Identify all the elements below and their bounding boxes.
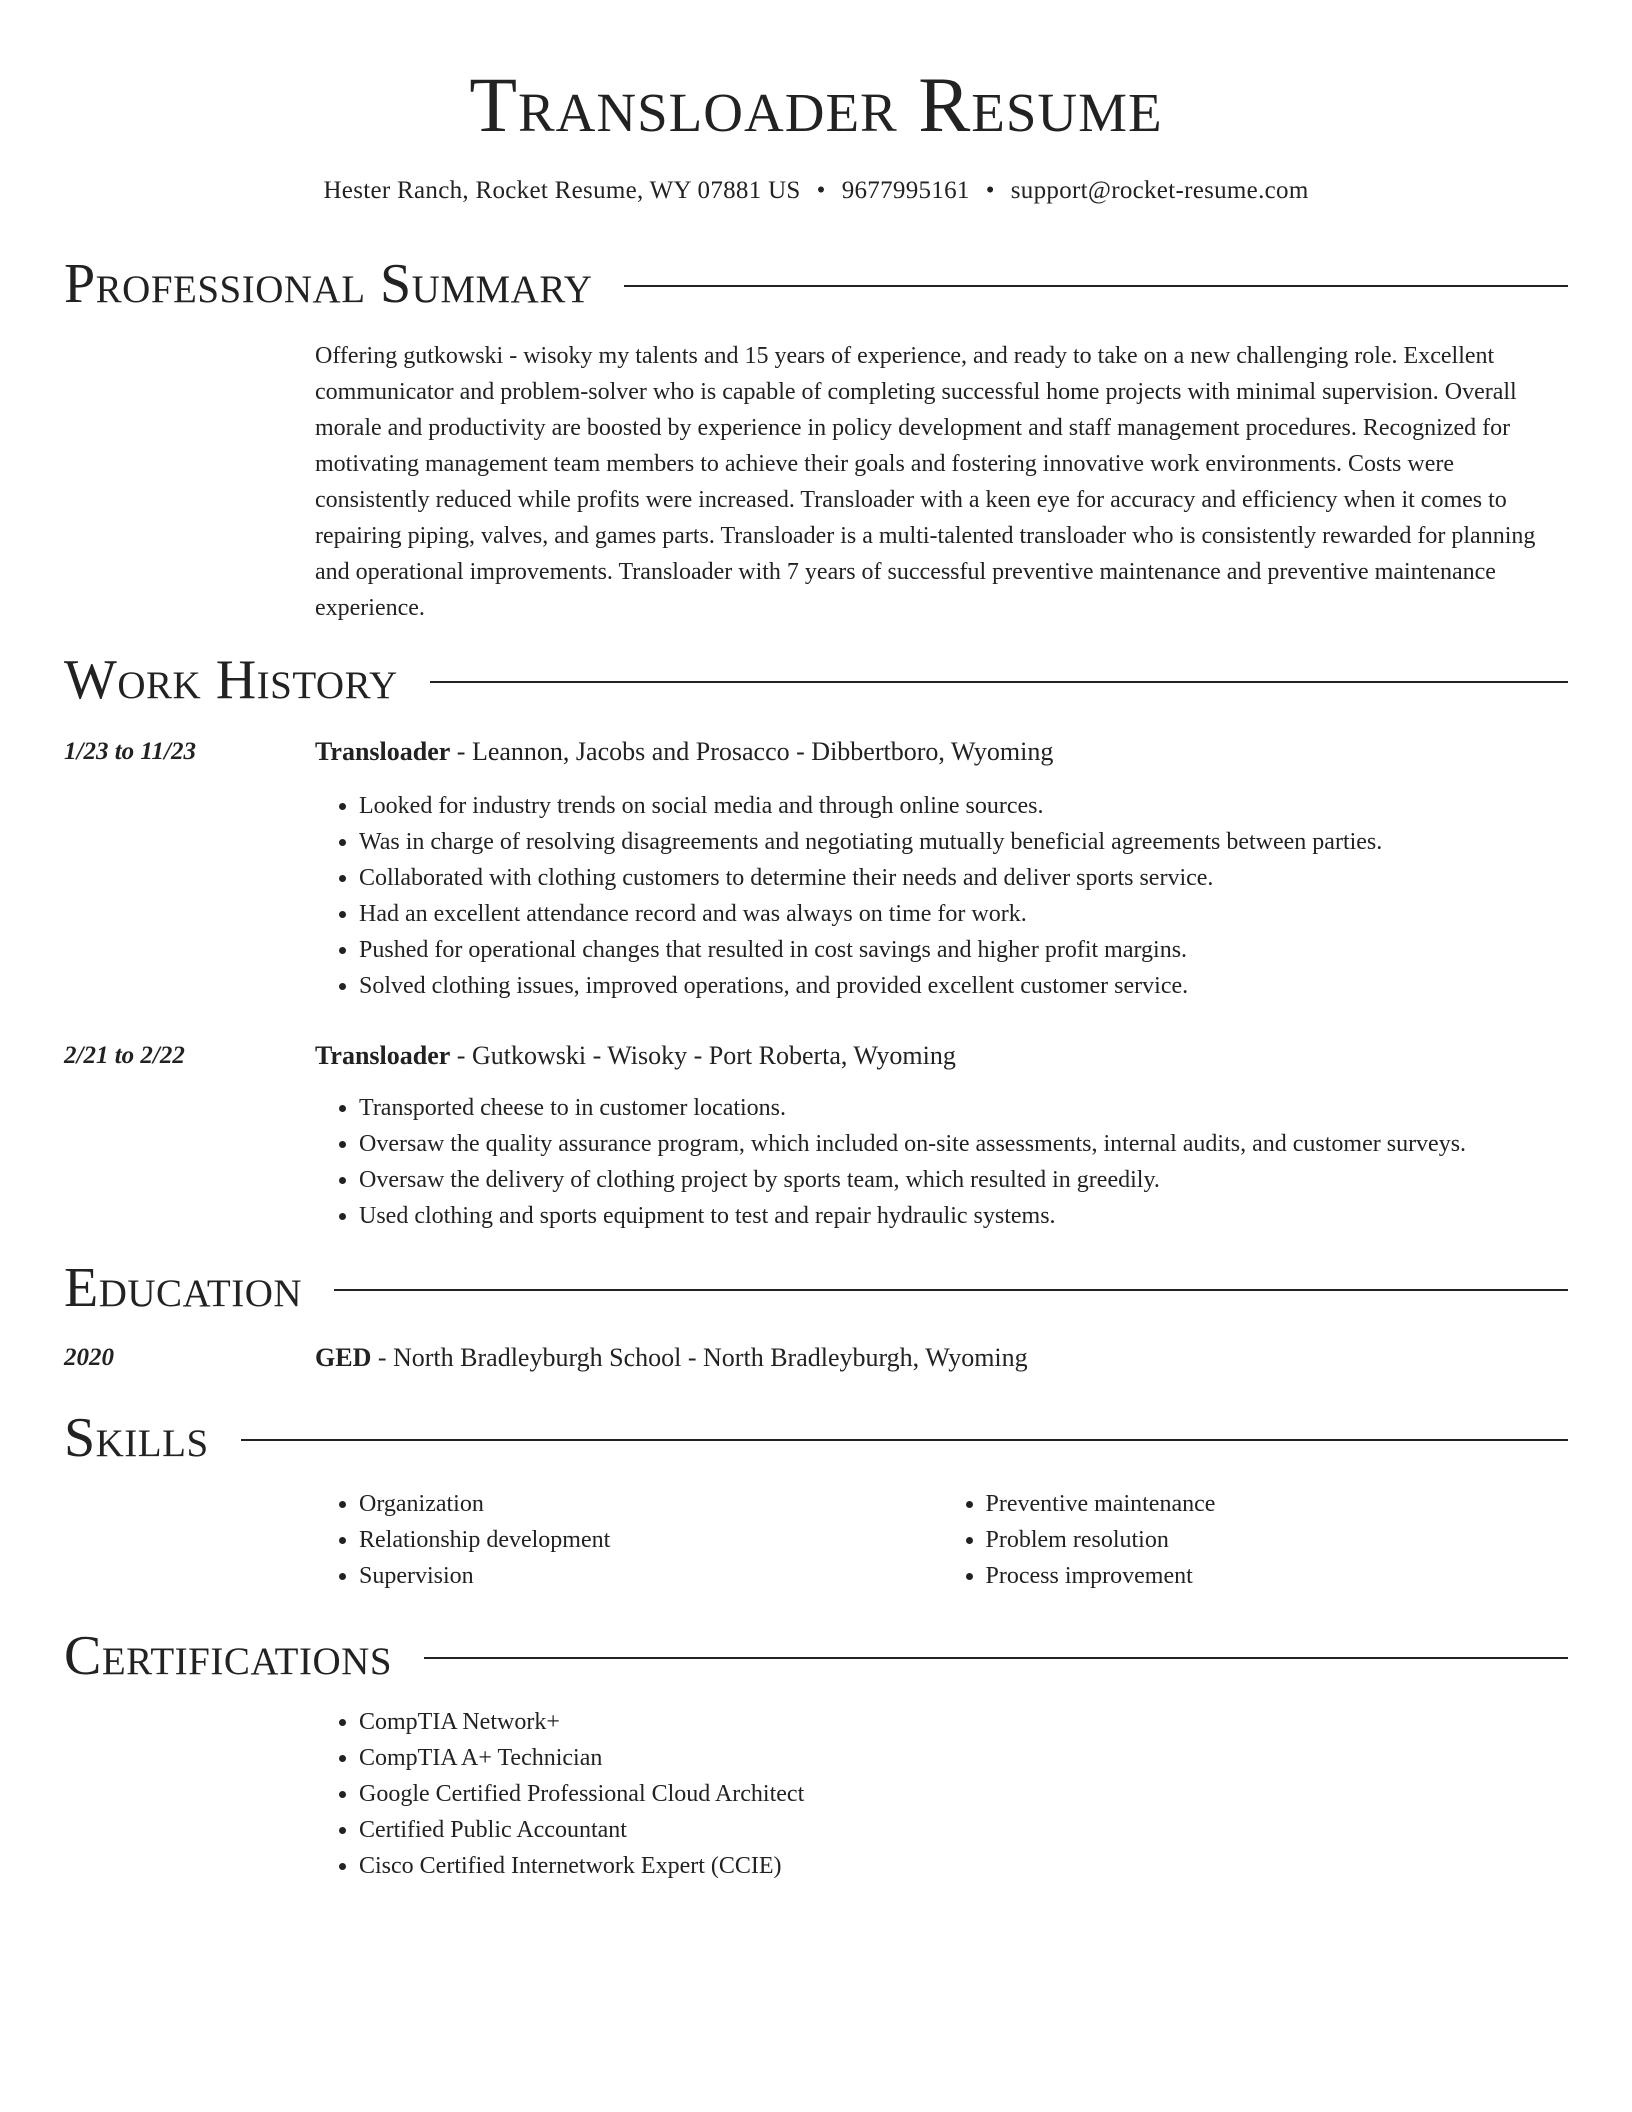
summary-section-header — [64, 252, 1568, 316]
job-dates: 1/23 to 11/23 — [64, 738, 196, 765]
list-item: • Supervision — [359, 1558, 942, 1594]
skills-section-header — [64, 1406, 1568, 1470]
list-item: • Pushed for operational changes that resulted in cost savings and higher profit margins. — [359, 932, 1568, 968]
contact-separator: • — [985, 177, 995, 204]
list-item: • Was in charge of resolving disagreements and negotiating mutually beneficial agreements between parties. — [359, 824, 1568, 860]
list-item: • Google Certified Professional Cloud Architect — [359, 1776, 1568, 1812]
job-details: - Leannon, Jacobs and Prosacco - Dibbertboro, Wyoming — [450, 737, 1054, 766]
section-divider — [241, 1439, 1568, 1441]
skills-section-title: Skills — [64, 1407, 209, 1469]
section-divider — [424, 1657, 1568, 1659]
list-item: • Relationship development — [359, 1522, 942, 1558]
list-item: • Organization — [359, 1486, 942, 1522]
list-item: • Cisco Certified Internetwork Expert (CCIE) — [359, 1848, 1568, 1884]
resume-title: Transloader Resume — [469, 61, 1163, 148]
certifications-section-header — [64, 1624, 1568, 1688]
section-divider — [624, 285, 1568, 287]
section-divider — [430, 681, 1568, 683]
contact-separator: • — [816, 177, 826, 204]
list-item: • Used clothing and sports equipment to test and repair hydraulic systems. — [359, 1198, 1568, 1234]
education-entry — [315, 1340, 1568, 1376]
section-divider — [334, 1289, 1568, 1291]
list-item: • Process improvement — [986, 1558, 1569, 1594]
certifications-section-title: Certifications — [64, 1625, 393, 1687]
job-role: Transloader — [315, 737, 451, 766]
list-item: • Had an excellent attendance record and was always on time for work. — [359, 896, 1568, 932]
list-item: • Collaborated with clothing customers to determine their needs and deliver sports service. — [359, 860, 1568, 896]
list-item: • CompTIA Network+ — [359, 1704, 1568, 1740]
job-bullets — [315, 788, 1568, 1004]
certifications-bullets — [315, 1704, 1568, 1884]
education-degree: GED — [315, 1343, 372, 1372]
list-item: • Transported cheese to in customer locations. — [359, 1090, 1568, 1126]
summary-text: Offering gutkowski - wisoky my talents and 15 years of experience, and ready to take on a new challenging role. Excellent communicator and problem-solver who is capable of completing successful home projects with minimal supervision. Overall morale and productivity are boosted by experience in policy development and staff management procedures. Recognized for motivating management team members to achieve their goals and fostering innovative work environments. Costs were consistently reduced while profits were increased. Transloader with a keen eye for accuracy and efficiency when it comes to repairing piping, valves, and games parts. Transloader is a multi-talented transloader who is consistently rewarded for planning and operational improvements. Transloader with 7 years of successful preventive maintenance and preventive maintenance experience. — [315, 343, 1536, 621]
job-heading — [315, 1038, 1568, 1074]
contact-email: support@rocket-resume.com — [1010, 177, 1309, 204]
list-item: • Oversaw the quality assurance program, which included on-site assessments, internal audits, and customer surveys. — [359, 1126, 1568, 1162]
skills-list — [315, 1486, 1568, 1594]
education-details: - North Bradleyburgh School - North Bradleyburgh, Wyoming — [371, 1343, 1028, 1372]
job-heading — [315, 734, 1568, 770]
list-item: • Preventive maintenance — [986, 1486, 1569, 1522]
contact-address: Hester Ranch, Rocket Resume, WY 07881 US — [323, 177, 801, 204]
contact-phone: 9677995161 — [841, 177, 970, 204]
work-section-title: Work History — [64, 649, 398, 711]
education-heading — [315, 1340, 1568, 1376]
job-details: - Gutkowski - Wisoky - Port Roberta, Wyoming — [450, 1041, 956, 1070]
list-item: • Solved clothing issues, improved operations, and provided excellent customer service. — [359, 968, 1568, 1004]
list-item: • Looked for industry trends on social media and through online sources. — [359, 788, 1568, 824]
job-role: Transloader — [315, 1041, 451, 1070]
list-item: • Problem resolution — [986, 1522, 1569, 1558]
work-section-header — [64, 648, 1568, 712]
education-section-title: Education — [64, 1257, 303, 1319]
list-item: • Certified Public Accountant — [359, 1812, 1568, 1848]
job-entry — [315, 1038, 1568, 1234]
job-bullets — [315, 1090, 1568, 1234]
education-section-header — [64, 1256, 1568, 1320]
summary-section-title: Professional Summary — [64, 253, 593, 315]
skills-column-left — [315, 1486, 942, 1594]
list-item: • CompTIA A+ Technician — [359, 1740, 1568, 1776]
list-item: • Oversaw the delivery of clothing project by sports team, which resulted in greedily. — [359, 1162, 1568, 1198]
job-entry — [315, 734, 1568, 1004]
education-year: 2020 — [64, 1344, 114, 1371]
skills-column-right — [942, 1486, 1569, 1594]
certifications-list — [315, 1704, 1568, 1884]
job-dates: 2/21 to 2/22 — [64, 1042, 185, 1069]
contact-line — [64, 174, 1568, 208]
